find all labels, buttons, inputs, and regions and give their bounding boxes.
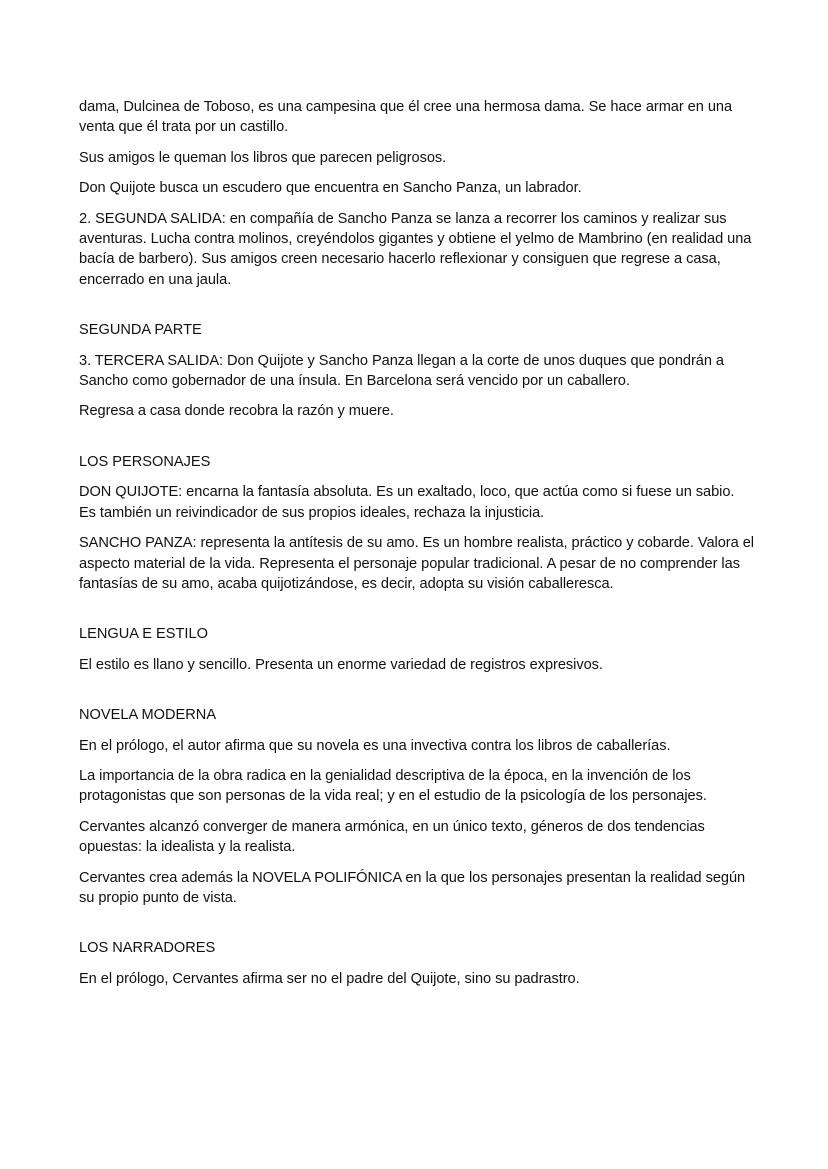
paragraph: dama, Dulcinea de Toboso, es una campesina que él cree una hermosa dama. Se hace armar en una venta que él trata por un castillo. (79, 99, 733, 136)
section-heading: LOS PERSONAJES (79, 453, 211, 470)
paragraph: Cervantes alcanzó converger de manera armónica, en un único texto, géneros de dos tendencias opuestas: la idealista y la realista. (79, 818, 705, 856)
paragraph: En el prólogo, el autor afirma que su novela es una invectiva contra los libros de caballerías. (79, 737, 671, 754)
paragraph: En el prólogo, Cervantes afirma ser no el padre del Quijote, sino su padrastro. (79, 970, 580, 987)
section-heading: NOVELA MODERNA (79, 707, 217, 724)
document-page (79, 97, 755, 999)
narradores-section (79, 938, 755, 989)
section-heading: LENGUA E ESTILO (79, 626, 208, 643)
personajes-section (79, 452, 755, 594)
paragraph: Regresa a casa donde recobra la razón y muere. (79, 403, 394, 420)
paragraph: Don Quijote busca un escudero que encuentra en Sancho Panza, un labrador. (79, 180, 582, 197)
paragraph: El estilo es llano y sencillo. Presenta un enorme variedad de registros expresivos. (79, 656, 603, 673)
section-heading: LOS NARRADORES (79, 940, 216, 957)
section-heading: SEGUNDA PARTE (79, 322, 202, 339)
paragraph: La importancia de la obra radica en la genialidad descriptiva de la época, en la invención de los protagonistas que son personas de la vida real; y en el estudio de la psicología de los personajes. (79, 767, 707, 805)
intro-section (79, 97, 755, 290)
paragraph: 2. SEGUNDA SALIDA: en compañía de Sancho Panza se lanza a recorrer los caminos y realizar sus aventuras. Lucha contra molinos, creyéndolos gigantes y obtiene el yelmo de Mambrino (en realidad una bacía de barbero). Sus amigos creen necesario hacerlo reflexionar y consiguen que regrese a casa, encerrado en una jaula. (79, 210, 752, 288)
paragraph: Cervantes crea además la NOVELA POLIFÓNICA en la que los personajes presentan la realidad según su propio punto de vista. (79, 869, 746, 906)
paragraph: DON QUIJOTE: encarna la fantasía absoluta. Es un exaltado, loco, que actúa como si fuese un sabio. Es también un reivindicador de sus propios ideales, rechaza la injusticia. (79, 484, 735, 521)
segunda-parte-section (79, 320, 755, 422)
novela-section (79, 705, 755, 908)
lengua-section (79, 624, 755, 675)
paragraph: Sus amigos le queman los libros que parecen peligrosos. (79, 149, 447, 166)
paragraph: 3. TERCERA SALIDA: Don Quijote y Sancho Panza llegan a la corte de unos duques que pondrán a Sancho como gobernador de una ínsula. En Barcelona será vencido por un caballero. (79, 352, 724, 390)
paragraph: SANCHO PANZA: representa la antítesis de su amo. Es un hombre realista, práctico y cobarde. Valora el aspecto material de la vida. Representa el personaje popular tradicional. A pesar de no comprender las fantasías de su amo, acaba quijotizándose, es decir, adopta su visión caballeresca. (79, 535, 754, 592)
